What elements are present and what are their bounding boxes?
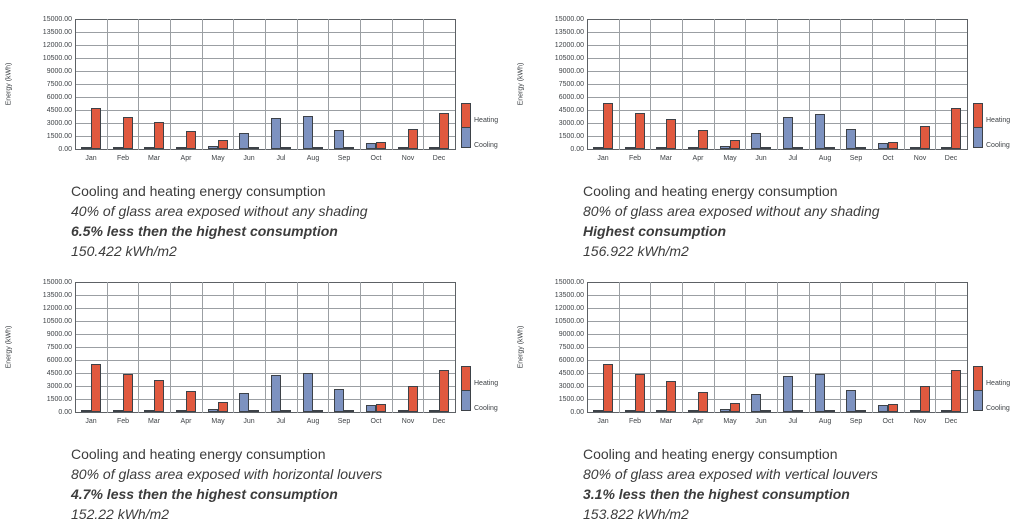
y-axis-tick-label: 4500.00 [46,370,72,377]
caption-highlight: 4.7% less then the highest consumption [71,486,338,502]
vertical-gridline [682,282,683,413]
caption-subtitle: 80% of glass area exposed with vertical louvers [583,466,878,482]
x-axis-label-jan: Jan [597,418,609,425]
vertical-gridline [233,19,234,150]
vertical-gridline [619,282,620,413]
x-axis-label-feb: Feb [628,418,642,425]
heating-bar-sep [344,147,354,149]
x-axis-label-dec: Dec [944,418,958,425]
x-axis-label-feb: Feb [628,155,642,162]
heating-bar-nov [920,386,930,412]
cooling-bar-aug [303,373,313,412]
chart-caption-2 [583,181,1013,261]
heating-bar-apr [698,392,708,412]
vertical-gridline [904,282,905,413]
y-axis-tick-label: 13500.00 [42,292,72,299]
cooling-bar-sep [334,389,344,412]
y-axis-tick-label: 7500.00 [46,344,72,351]
heating-bar-feb [123,117,133,149]
cooling-bar-nov [398,410,408,412]
cooling-bar-oct [878,405,888,412]
x-axis-label-oct: Oct [370,418,382,425]
cooling-bar-jul [783,117,793,149]
x-axis-label-sep: Sep [849,155,863,162]
cooling-bar-mar [656,410,666,412]
vertical-gridline [904,19,905,150]
vertical-gridline [297,282,298,413]
legend-swatch-heating [461,103,471,128]
heating-bar-jun [249,410,259,412]
heating-bar-mar [666,119,676,149]
y-axis-tick-label: 13500.00 [554,292,584,299]
legend-label-cooling: Cooling [986,405,1010,412]
y-axis-tick-label: 3000.00 [46,120,72,127]
cooling-bar-dec [941,147,951,149]
chart-legend [973,366,1023,416]
plot-area [587,282,968,413]
y-axis-tick-label: 6000.00 [558,94,584,101]
heating-bar-mar [666,381,676,412]
y-axis-tick-label: 6000.00 [558,357,584,364]
y-axis-tick-label: 9000.00 [558,331,584,338]
heating-bar-nov [408,386,418,412]
vertical-gridline [170,282,171,413]
x-axis-label-aug: Aug [818,155,832,162]
chart-legend [461,366,511,416]
plot-area [587,19,968,150]
y-axis-tick-label: 3000.00 [558,383,584,390]
heating-bar-may [730,140,740,149]
cooling-bar-mar [656,147,666,149]
vertical-gridline [587,19,588,150]
vertical-gridline [840,282,841,413]
heating-bar-may [730,403,740,412]
caption-subtitle: 80% of glass area exposed without any shading [583,203,880,219]
cooling-bar-feb [113,410,123,412]
vertical-gridline [423,19,424,150]
vertical-gridline [297,19,298,150]
x-axis-label-may: May [723,418,737,425]
cooling-bar-dec [941,410,951,412]
y-axis-tick-label: 10500.00 [42,55,72,62]
vertical-gridline [328,282,329,413]
cooling-bar-jun [751,394,761,412]
x-axis-label-oct: Oct [370,155,382,162]
legend-swatch-heating [973,366,983,391]
heating-bar-jan [91,108,101,149]
x-axis-label-mar: Mar [147,155,161,162]
vertical-gridline [745,19,746,150]
heating-bar-nov [408,129,418,149]
heating-bar-jul [281,410,291,412]
cooling-bar-dec [429,410,439,412]
cooling-bar-feb [113,147,123,149]
legend-swatch-bar [973,366,983,411]
y-axis-tick-label: 13500.00 [554,29,584,36]
vertical-gridline [455,282,456,413]
x-axis-label-oct: Oct [882,155,894,162]
heating-bar-oct [888,404,898,412]
cooling-bar-jun [239,393,249,412]
chart-caption-4 [583,444,1013,524]
heating-bar-jan [603,103,613,149]
caption-title: Cooling and heating energy consumption [71,183,326,199]
x-axis-label-jan: Jan [597,155,609,162]
y-axis-tick-label: 3000.00 [46,383,72,390]
x-axis-label-sep: Sep [849,418,863,425]
x-axis-label-jul: Jul [788,155,798,162]
x-axis-label-aug: Aug [306,155,320,162]
vertical-gridline [967,19,968,150]
cooling-bar-apr [688,147,698,149]
legend-label-cooling: Cooling [474,405,498,412]
y-axis-tick-label: 13500.00 [42,29,72,36]
y-axis-tick-label: 15000.00 [554,16,584,23]
heating-bar-aug [825,410,835,412]
heating-bar-oct [376,142,386,149]
cooling-bar-may [720,146,730,149]
caption-highlight: 6.5% less then the highest consumption [71,223,338,239]
y-axis-tick-label: 7500.00 [558,81,584,88]
y-axis-tick-label: 4500.00 [558,370,584,377]
vertical-gridline [392,282,393,413]
cooling-bar-may [208,409,218,412]
caption-metric: 156.922 kWh/m2 [583,243,689,259]
vertical-gridline [745,282,746,413]
vertical-gridline [107,282,108,413]
heating-bar-aug [313,147,323,149]
cooling-bar-mar [144,147,154,149]
cooling-bar-jan [593,147,603,149]
heating-bar-sep [856,147,866,149]
vertical-gridline [650,19,651,150]
y-axis-tick-label: 1500.00 [46,396,72,403]
vertical-gridline [682,19,683,150]
x-axis-label-aug: Aug [306,418,320,425]
heating-bar-jan [91,364,101,412]
vertical-gridline [392,19,393,150]
x-axis-label-sep: Sep [337,155,351,162]
cooling-bar-feb [625,147,635,149]
x-axis-label-may: May [723,155,737,162]
x-axis-label-mar: Mar [659,155,673,162]
energy-chart-80pct-vertical-louvers [512,269,1024,444]
y-axis-tick-label: 0.00 [58,409,72,416]
cooling-bar-sep [334,130,344,149]
caption-subtitle: 80% of glass area exposed with horizontal louvers [71,466,383,482]
legend-swatch-heating [973,103,983,128]
cooling-bar-jan [81,147,91,149]
caption-metric: 150.422 kWh/m2 [71,243,177,259]
x-axis-label-jun: Jun [243,155,255,162]
y-axis-tick-label: 0.00 [570,409,584,416]
heating-bar-may [218,140,228,149]
y-axis-tick-label: 12000.00 [42,42,72,49]
caption-title: Cooling and heating energy consumption [583,446,838,462]
vertical-gridline [170,19,171,150]
vertical-gridline [75,19,76,150]
cooling-bar-nov [910,147,920,149]
x-axis-label-jan: Jan [85,418,97,425]
vertical-gridline [360,19,361,150]
heating-bar-dec [439,370,449,412]
x-axis-label-oct: Oct [882,418,894,425]
heating-bar-apr [186,391,196,412]
vertical-gridline [777,19,778,150]
chart-legend [461,103,511,153]
heating-bar-dec [951,370,961,412]
vertical-gridline [138,282,139,413]
heating-bar-feb [635,113,645,149]
legend-label-cooling: Cooling [474,142,498,149]
x-axis-label-jun: Jun [243,418,255,425]
legend-swatch-cooling [973,127,983,148]
caption-metric: 153.822 kWh/m2 [583,506,689,522]
energy-chart-80pct-horizontal-louvers [0,269,512,444]
cooling-bar-jan [593,410,603,412]
legend-swatch-cooling [973,390,983,411]
y-axis-tick-label: 15000.00 [554,279,584,286]
chart-caption-3 [71,444,501,524]
x-axis-label-nov: Nov [913,418,927,425]
vertical-gridline [265,282,266,413]
cooling-bar-aug [815,114,825,149]
cooling-bar-jun [239,133,249,149]
vertical-gridline [202,19,203,150]
heating-bar-jun [249,147,259,149]
chart-legend [973,103,1023,153]
x-axis-label-apr: Apr [180,155,192,162]
legend-label-heating: Heating [986,117,1011,124]
caption-metric: 152.22 kWh/m2 [71,506,170,522]
y-axis-tick-label: 0.00 [58,146,72,153]
heating-bar-oct [376,404,386,412]
y-axis-tick-label: 4500.00 [558,107,584,114]
cooling-bar-jul [783,376,793,412]
cooling-bar-apr [176,147,186,149]
x-axis-label-apr: Apr [180,418,192,425]
vertical-gridline [840,19,841,150]
legend-swatch-bar [461,103,471,148]
heating-bar-aug [313,410,323,412]
x-axis-label-nov: Nov [913,155,927,162]
vertical-gridline [777,282,778,413]
y-axis-tick-label: 10500.00 [42,318,72,325]
vertical-gridline [967,282,968,413]
heating-bar-dec [439,113,449,149]
y-axis-tick-label: 10500.00 [554,55,584,62]
x-axis-label-nov: Nov [401,155,415,162]
caption-title: Cooling and heating energy consumption [583,183,838,199]
heating-bar-sep [344,410,354,412]
y-axis-tick-label: 6000.00 [46,357,72,364]
x-axis-label-mar: Mar [659,418,673,425]
vertical-gridline [935,19,936,150]
cooling-bar-may [208,146,218,149]
x-axis-label-mar: Mar [147,418,161,425]
heating-bar-mar [154,122,164,149]
vertical-gridline [107,19,108,150]
y-axis-title: Energy (kWh) [5,62,13,106]
cooling-bar-feb [625,410,635,412]
vertical-gridline [619,19,620,150]
cooling-bar-sep [846,129,856,149]
y-axis-tick-label: 9000.00 [46,331,72,338]
x-axis-label-feb: Feb [116,155,130,162]
vertical-gridline [328,19,329,150]
x-axis-label-jun: Jun [755,155,767,162]
cooling-bar-jun [751,133,761,149]
heating-bar-may [218,402,228,412]
y-axis-tick-label: 12000.00 [42,305,72,312]
y-axis-tick-label: 15000.00 [42,16,72,23]
cooling-bar-may [720,409,730,412]
vertical-gridline [714,19,715,150]
legend-swatch-bar [461,366,471,411]
vertical-gridline [233,282,234,413]
heating-bar-jul [793,147,803,149]
cooling-bar-apr [688,410,698,412]
chart-caption-1 [71,181,501,261]
x-axis-label-dec: Dec [944,155,958,162]
y-axis-tick-label: 4500.00 [46,107,72,114]
x-axis-label-nov: Nov [401,418,415,425]
y-axis-title: Energy (kWh) [5,325,13,369]
vertical-gridline [935,282,936,413]
x-axis-label-jan: Jan [85,155,97,162]
cooling-bar-oct [366,143,376,149]
caption-highlight: 3.1% less then the highest consumption [583,486,850,502]
y-axis-tick-label: 1500.00 [558,396,584,403]
cooling-bar-nov [910,410,920,412]
heating-bar-jan [603,364,613,412]
cooling-bar-jul [271,118,281,149]
x-axis-label-feb: Feb [116,418,130,425]
plot-area [75,282,456,413]
y-axis-tick-label: 6000.00 [46,94,72,101]
caption-subtitle: 40% of glass area exposed without any shading [71,203,368,219]
y-axis-tick-label: 7500.00 [46,81,72,88]
x-axis-label-jun: Jun [755,418,767,425]
y-axis-tick-label: 12000.00 [554,305,584,312]
x-axis-label-sep: Sep [337,418,351,425]
vertical-gridline [455,19,456,150]
vertical-gridline [650,282,651,413]
cooling-bar-sep [846,390,856,412]
heating-bar-nov [920,126,930,149]
heating-bar-feb [123,374,133,412]
heating-bar-apr [186,131,196,149]
heating-bar-feb [635,374,645,412]
heating-bar-mar [154,380,164,412]
y-axis-tick-label: 9000.00 [558,68,584,75]
x-axis-label-apr: Apr [692,418,704,425]
vertical-gridline [587,282,588,413]
legend-label-heating: Heating [474,117,499,124]
legend-label-heating: Heating [986,380,1011,387]
legend-swatch-cooling [461,390,471,411]
y-axis-title: Energy (kWh) [517,325,525,369]
cooling-bar-apr [176,410,186,412]
y-axis-tick-label: 7500.00 [558,344,584,351]
heating-bar-jul [281,147,291,149]
plot-area [75,19,456,150]
y-axis-tick-label: 15000.00 [42,279,72,286]
vertical-gridline [714,282,715,413]
heating-bar-jun [761,147,771,149]
vertical-gridline [809,19,810,150]
cooling-bar-nov [398,147,408,149]
x-axis-label-jul: Jul [788,418,798,425]
caption-title: Cooling and heating energy consumption [71,446,326,462]
heating-bar-jun [761,410,771,412]
vertical-gridline [265,19,266,150]
x-axis-label-jul: Jul [276,418,286,425]
legend-label-heating: Heating [474,380,499,387]
x-axis-label-dec: Dec [432,155,446,162]
x-axis-label-dec: Dec [432,418,446,425]
y-axis-tick-label: 12000.00 [554,42,584,49]
vertical-gridline [138,19,139,150]
y-axis-tick-label: 1500.00 [46,133,72,140]
heating-bar-oct [888,142,898,149]
cooling-bar-oct [366,405,376,412]
vertical-gridline [360,282,361,413]
x-axis-label-may: May [211,155,225,162]
heating-bar-apr [698,130,708,149]
cooling-bar-mar [144,410,154,412]
y-axis-title: Energy (kWh) [517,62,525,106]
vertical-gridline [809,282,810,413]
y-axis-tick-label: 0.00 [570,146,584,153]
vertical-gridline [423,282,424,413]
cooling-bar-oct [878,143,888,149]
caption-highlight: Highest consumption [583,223,727,239]
cooling-bar-aug [815,374,825,412]
heating-bar-aug [825,147,835,149]
legend-swatch-heating [461,366,471,391]
x-axis-label-aug: Aug [818,418,832,425]
vertical-gridline [202,282,203,413]
legend-swatch-cooling [461,127,471,148]
cooling-bar-jul [271,375,281,412]
heating-bar-jul [793,410,803,412]
x-axis-label-apr: Apr [692,155,704,162]
heating-bar-sep [856,410,866,412]
energy-chart-80pct-no-shading [512,6,1024,181]
cooling-bar-aug [303,116,313,149]
y-axis-tick-label: 10500.00 [554,318,584,325]
vertical-gridline [872,19,873,150]
vertical-gridline [872,282,873,413]
legend-swatch-bar [973,103,983,148]
y-axis-tick-label: 9000.00 [46,68,72,75]
y-axis-tick-label: 1500.00 [558,133,584,140]
vertical-gridline [75,282,76,413]
energy-chart-40pct-no-shading [0,6,512,181]
x-axis-label-jul: Jul [276,155,286,162]
legend-label-cooling: Cooling [986,142,1010,149]
heating-bar-dec [951,108,961,149]
y-axis-tick-label: 3000.00 [558,120,584,127]
cooling-bar-dec [429,147,439,149]
cooling-bar-jan [81,410,91,412]
x-axis-label-may: May [211,418,225,425]
